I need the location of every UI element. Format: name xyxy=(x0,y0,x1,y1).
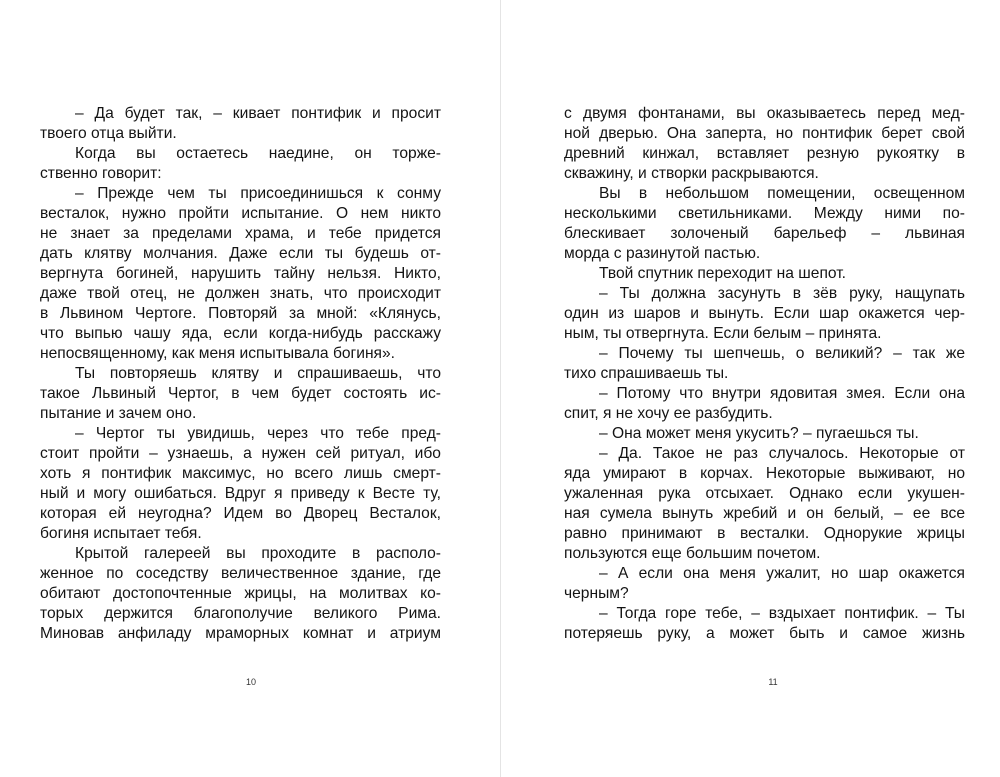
text-line: Ты повторяешь клятву и спрашиваешь, что xyxy=(75,365,441,382)
text-line: твоего отца выйти. xyxy=(40,125,177,142)
text-line: в Львином Чертоге. Повторяй за мной: «Клянусь, xyxy=(40,305,441,322)
text-line: – Ты должна засунуть в зёв руку, нащупать xyxy=(599,285,965,302)
text-line: ный и могу ошибаться. Вдруг я приведу к Весте ту, xyxy=(40,485,441,502)
text-line: весталок, нужно пройти испытание. О нем никто xyxy=(40,205,441,222)
text-line: ужаленная рука отсыхает. Однако если укушен- xyxy=(564,485,965,502)
text-line: скважину, и створки раскрываются. xyxy=(564,165,819,182)
text-line: – Она может меня укусить? – пугаешься ты. xyxy=(599,425,919,442)
text-line: дать клятву молчания. Даже если ты будешь от- xyxy=(40,245,441,262)
text-line: – Потому что внутри ядовитая змея. Если она xyxy=(599,385,965,402)
text-line: пытание и зачем оно. xyxy=(40,405,197,422)
text-line: – Почему ты шепчешь, о великий? – так же xyxy=(599,345,965,362)
text-line: Когда вы остаетесь наедине, он торже- xyxy=(75,145,441,162)
text-line: древний кинжал, вставляет резную рукоятку в xyxy=(564,145,965,162)
text-line: не знает за пределами храма, и тебе придется xyxy=(40,225,441,242)
text-line: – А если она меня ужалит, но шар окажется xyxy=(599,565,965,582)
text-line: женное по соседству величественное здание, где xyxy=(40,565,441,582)
left-page-text xyxy=(40,104,441,644)
text-line: даже твой отец, не должен знать, что происходит xyxy=(40,285,441,302)
text-line: тихо спрашиваешь ты. xyxy=(564,365,729,382)
text-line: обитают достопочтенные жрицы, на молитвах ко- xyxy=(40,585,441,602)
text-line: которая ей неугодна? Идем во Дворец Весталок, xyxy=(40,505,441,522)
text-line: ной дверью. Она заперта, но понтифик берет свой xyxy=(564,125,965,142)
text-line: Твой спутник переходит на шепот. xyxy=(599,265,846,282)
text-line: Крытой галереей вы проходите в располо- xyxy=(75,545,441,562)
text-line: блескивает золоченый барельеф – львиная xyxy=(564,225,965,242)
text-line: морда с разинутой пастью. xyxy=(564,245,761,262)
right-page xyxy=(500,0,1000,777)
text-line: – Да будет так, – кивает понтифик и просит xyxy=(75,105,441,122)
text-line: – Да. Такое не раз случалось. Некоторые от xyxy=(599,445,965,462)
page-number: 10 xyxy=(245,677,256,687)
text-line: что выпью чашу яда, если когда-нибудь расскажу xyxy=(40,325,441,342)
text-line: такое Львиный Чертог, в чем будет состоять ис- xyxy=(40,385,441,402)
text-line: спит, я не хочу ее разбудить. xyxy=(564,405,773,422)
text-line: ная сумела вынуть жребий и он белый, – ее все xyxy=(564,505,965,522)
text-line: – Прежде чем ты присоединишься к сонму xyxy=(75,185,441,202)
text-line: Вы в небольшом помещении, освещенном xyxy=(599,185,965,202)
text-line: ным, ты отвергнута. Если белым – принята. xyxy=(564,325,882,342)
text-line: несколькими светильниками. Между ними по- xyxy=(564,205,965,222)
text-line: богиня испытает тебя. xyxy=(40,525,202,542)
text-line: Миновав анфиладу мраморных комнат и атриум xyxy=(40,625,441,642)
text-line: один из шаров и вынуть. Если шар окажется чер- xyxy=(564,305,965,322)
text-line: пользуются еще большим почетом. xyxy=(564,545,821,562)
text-line: – Тогда горе тебе, – вздыхает понтифик. – Ты xyxy=(599,605,965,622)
text-line: потеряешь руку, а может быть и самое жизнь xyxy=(564,625,965,642)
text-line: – Чертог ты увидишь, через что тебе пред- xyxy=(75,425,441,442)
text-line: торых держится благополучие великого Рима. xyxy=(40,605,441,622)
text-line: стоит пройти – узнаешь, а нужен сей ритуал, ибо xyxy=(40,445,441,462)
text-line: хоть я понтифик максимус, но всего лишь смерт- xyxy=(40,465,441,482)
text-line: черным? xyxy=(564,585,629,602)
text-line: непосвященному, как меня испытывала богиня». xyxy=(40,345,396,362)
right-page-text xyxy=(564,104,965,644)
text-line: равно принимают в весталки. Однорукие жрицы xyxy=(564,525,965,542)
text-line: яда умирают в корчах. Некоторые выживают, но xyxy=(564,465,965,482)
text-line: с двумя фонтанами, вы оказываетесь перед мед- xyxy=(564,105,965,122)
text-line: ственно говорит: xyxy=(40,165,162,182)
text-line: вергнута богиней, нарушить тайну нельзя. Никто, xyxy=(40,265,441,282)
page-number: 11 xyxy=(768,677,778,687)
